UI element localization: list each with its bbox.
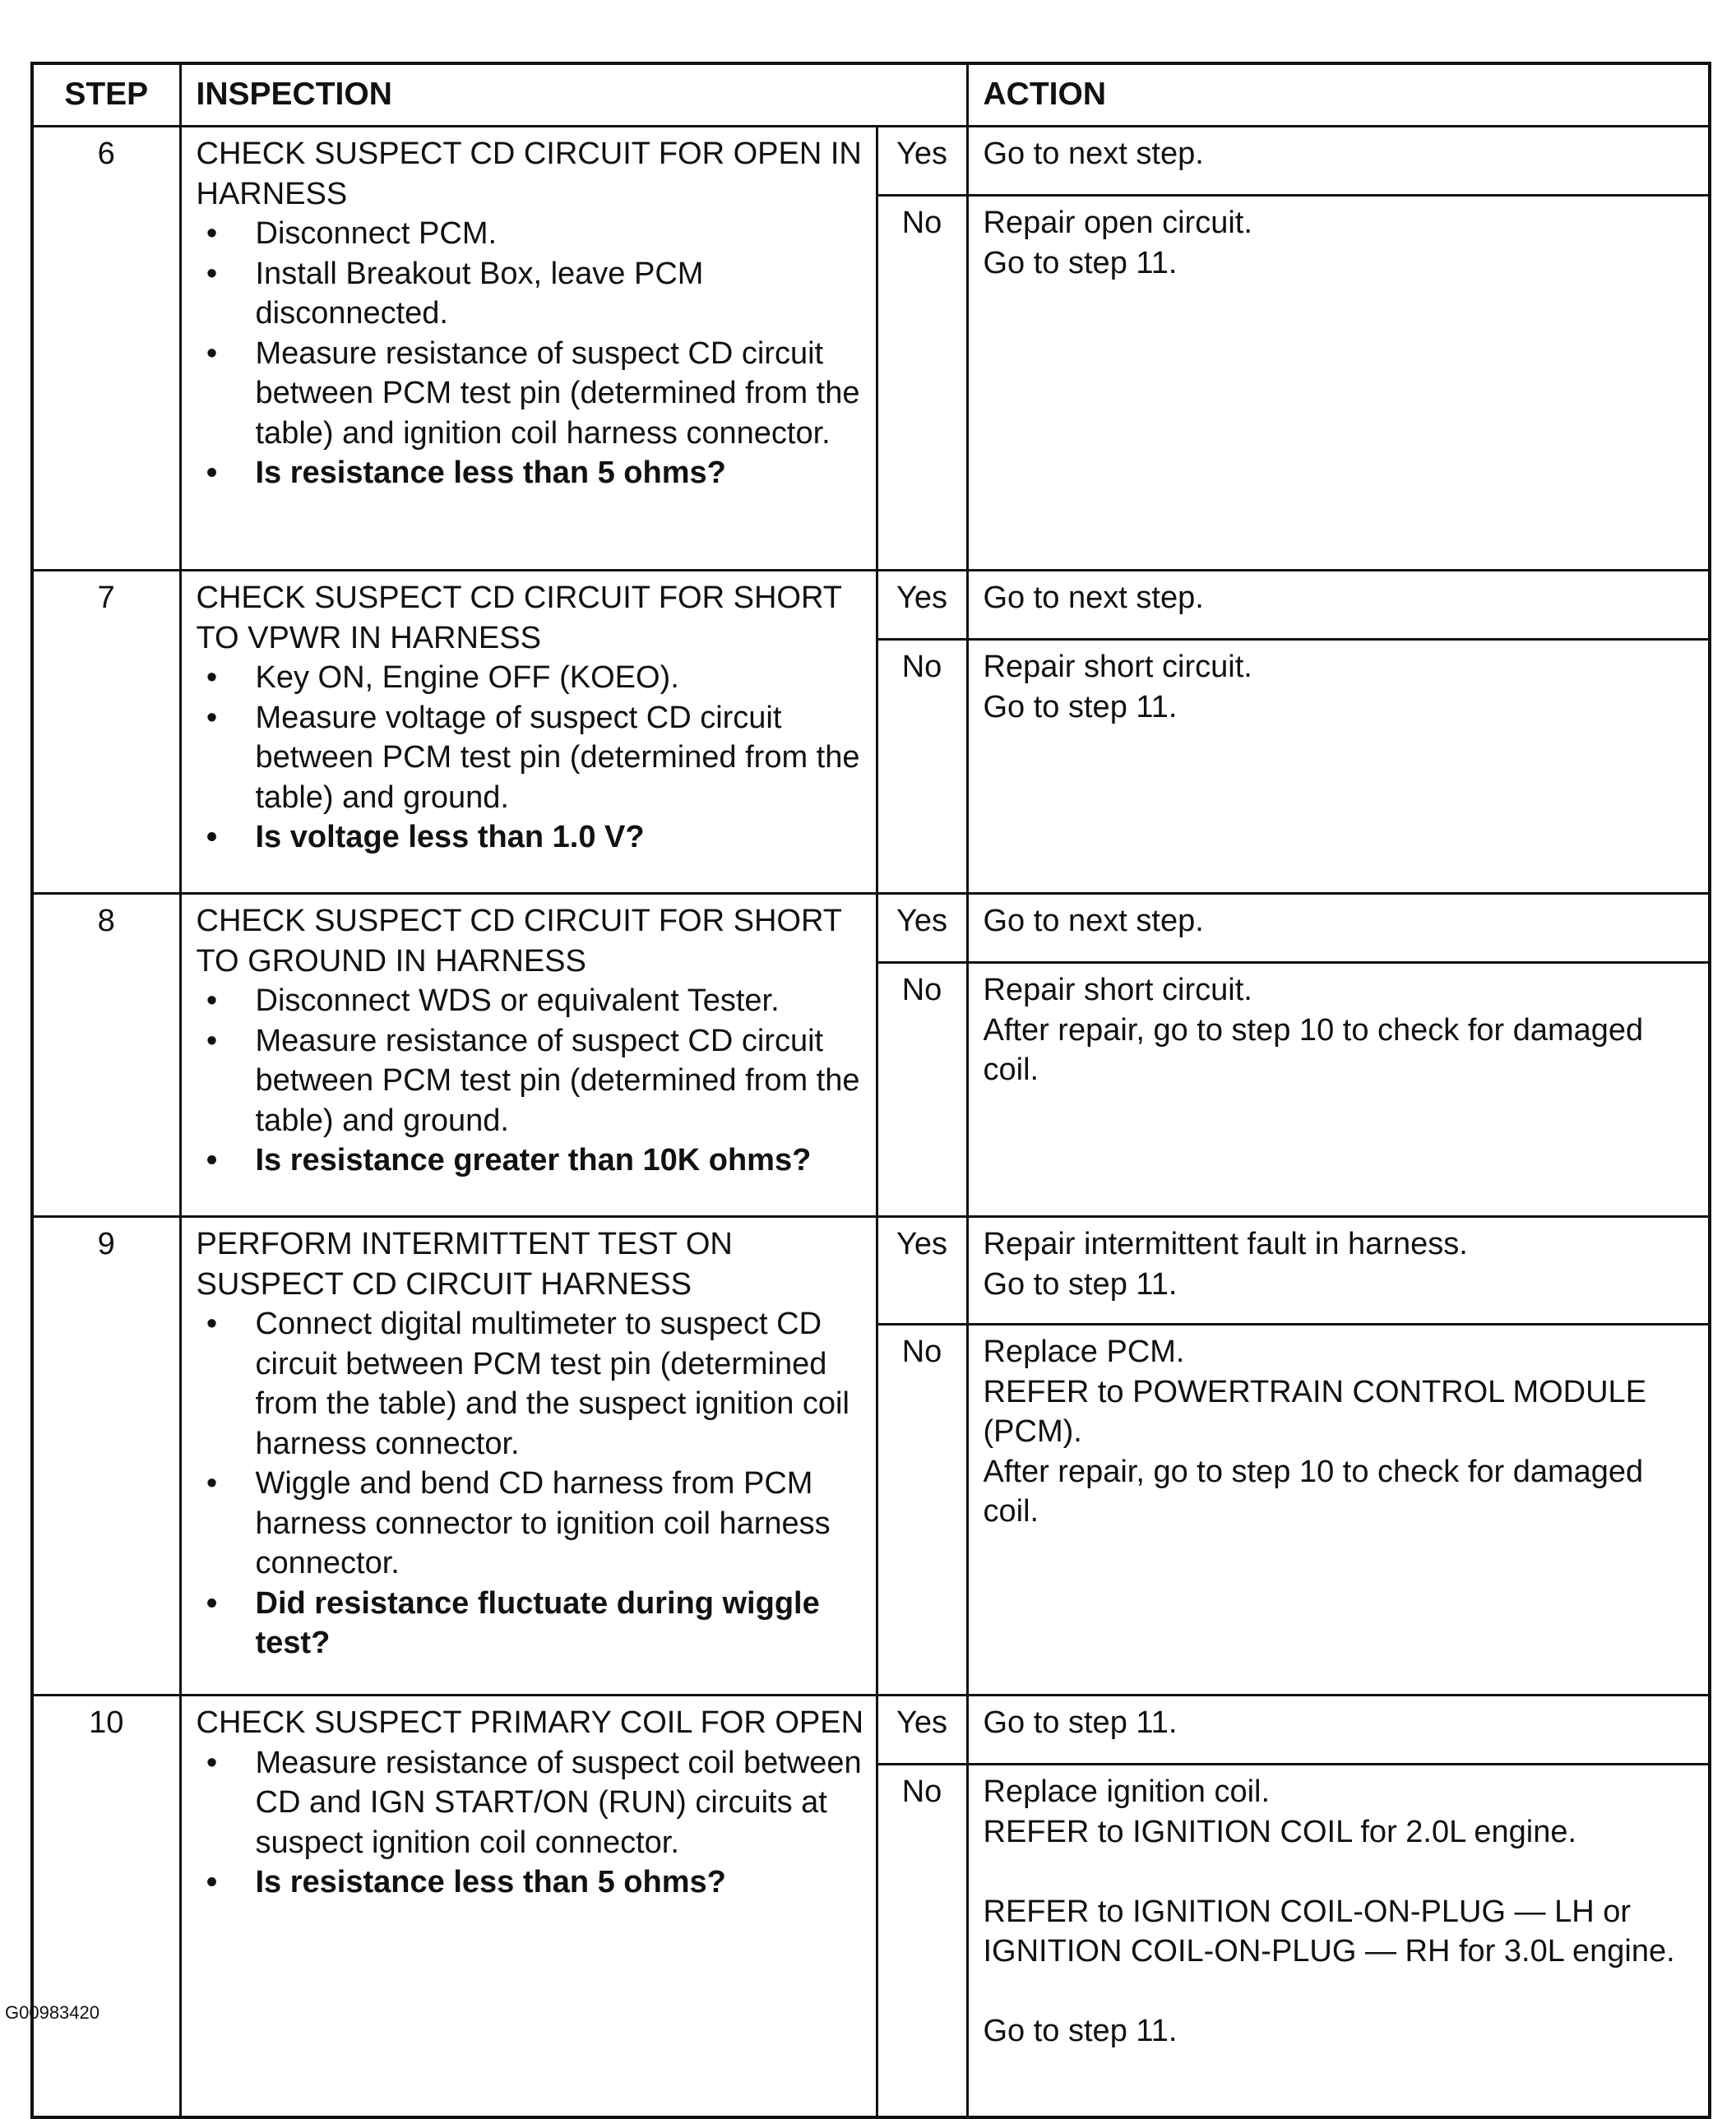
inspection-steps bbox=[197, 658, 868, 858]
action-line: Repair short circuit. bbox=[983, 973, 1252, 1007]
bullet-icon: • bbox=[206, 1585, 218, 1621]
table-row bbox=[32, 571, 1710, 640]
inspection-title: CHECK SUSPECT CD CIRCUIT FOR OPEN IN HARNESS bbox=[196, 136, 862, 211]
table-row bbox=[32, 1696, 1710, 1765]
bullet-icon: • bbox=[206, 660, 218, 695]
inspection-step-text: Connect digital multimeter to suspect CD circuit between PCM test pin (determined from the table) and the suspect ignition coil harness connector. bbox=[255, 1307, 849, 1461]
diagnostic-table bbox=[30, 62, 1711, 2119]
header-inspection: INSPECTION bbox=[180, 63, 967, 127]
action-line: Go to next step. bbox=[983, 581, 1204, 615]
action-line: Go to step 11. bbox=[983, 2014, 1178, 2048]
action-line: Go to step 11. bbox=[983, 689, 1178, 724]
inspection-question-text: Did resistance fluctuate during wiggle test? bbox=[255, 1585, 820, 1660]
inspection-step bbox=[197, 658, 868, 698]
inspection-title: PERFORM INTERMITTENT TEST ON SUSPECT CD CIRCUIT HARNESS bbox=[196, 1227, 733, 1302]
yes-label: Yes bbox=[877, 1696, 967, 1765]
action-line bbox=[984, 1852, 1702, 1892]
yes-label: Yes bbox=[877, 571, 967, 640]
inspection-cell bbox=[180, 1217, 877, 1696]
yes-action bbox=[967, 571, 1710, 640]
inspection-step bbox=[197, 698, 868, 818]
bullet-icon: • bbox=[206, 335, 218, 371]
no-label: No bbox=[877, 196, 967, 571]
inspection-steps bbox=[197, 1743, 868, 1903]
inspection-step bbox=[197, 214, 868, 254]
action-line: Replace ignition coil. bbox=[983, 1774, 1271, 1809]
no-action bbox=[967, 196, 1710, 571]
action-line: Go to step 11. bbox=[983, 245, 1178, 280]
bullet-icon: • bbox=[206, 1307, 218, 1341]
inspection-step bbox=[197, 1743, 868, 1863]
no-label: No bbox=[877, 963, 967, 1217]
action-line: REFER to IGNITION COIL for 2.0L engine. bbox=[983, 1814, 1577, 1849]
header-row bbox=[32, 63, 1710, 127]
action-line: Repair open circuit. bbox=[983, 206, 1252, 240]
yes-action bbox=[967, 894, 1710, 963]
inspection-question-text: Is resistance greater than 10K ohms? bbox=[255, 1143, 812, 1177]
bullet-icon: • bbox=[206, 983, 218, 1018]
no-label: No bbox=[877, 640, 967, 894]
inspection-cell bbox=[180, 571, 877, 894]
step-number: 8 bbox=[32, 894, 180, 1217]
table-row bbox=[32, 127, 1710, 196]
inspection-step bbox=[197, 254, 868, 334]
inspection-title: CHECK SUSPECT PRIMARY COIL FOR OPEN bbox=[196, 1705, 864, 1740]
yes-label: Yes bbox=[877, 894, 967, 963]
no-action bbox=[967, 1325, 1710, 1696]
inspection-step-text: Measure voltage of suspect CD circuit between PCM test pin (determined from the table) and ground. bbox=[255, 700, 860, 815]
action-line: Repair intermittent fault in harness. bbox=[983, 1227, 1468, 1261]
action-line: Go to next step. bbox=[983, 904, 1204, 938]
inspection-step-text: Wiggle and bend CD harness from PCM harness connector to ignition coil harness connector. bbox=[255, 1466, 831, 1580]
inspection-step bbox=[197, 981, 868, 1021]
inspection-question bbox=[197, 1584, 868, 1663]
action-line: After repair, go to step 10 to check for damaged coil. bbox=[983, 1454, 1644, 1529]
action-line: Go to step 11. bbox=[983, 1266, 1178, 1302]
inspection-step bbox=[197, 1304, 868, 1464]
action-line bbox=[984, 1972, 1702, 2012]
action-line: Go to next step. bbox=[983, 136, 1204, 171]
inspection-question bbox=[197, 1140, 868, 1181]
yes-label: Yes bbox=[877, 1217, 967, 1325]
no-action bbox=[967, 640, 1710, 894]
inspection-step bbox=[197, 334, 868, 454]
step-number: 6 bbox=[32, 127, 180, 571]
header-step: STEP bbox=[32, 63, 180, 127]
yes-label: Yes bbox=[877, 127, 967, 196]
inspection-step-text: Measure resistance of suspect CD circuit between PCM test pin (determined from the table) and ignition coil harness connector. bbox=[255, 335, 860, 451]
inspection-question bbox=[197, 453, 868, 493]
inspection-step-text: Measure resistance of suspect coil between CD and IGN START/ON (RUN) circuits at suspect ignition coil connector. bbox=[255, 1745, 862, 1860]
inspection-title: CHECK SUSPECT CD CIRCUIT FOR SHORT TO VPWR IN HARNESS bbox=[196, 581, 842, 655]
inspection-cell bbox=[180, 894, 877, 1217]
bullet-icon: • bbox=[206, 456, 218, 490]
inspection-question-text: Is resistance less than 5 ohms? bbox=[255, 1865, 726, 1899]
inspection-steps bbox=[197, 981, 868, 1181]
no-label: No bbox=[877, 1765, 967, 2118]
action-line: REFER to IGNITION COIL-ON-PLUG — LH or IGNITION COIL-ON-PLUG — RH for 3.0L engine. bbox=[983, 1894, 1675, 1969]
action-line: Go to step 11. bbox=[983, 1705, 1178, 1740]
action-line: After repair, go to step 10 to check for damaged coil. bbox=[983, 1012, 1644, 1087]
inspection-steps bbox=[197, 214, 868, 493]
header-action: ACTION bbox=[967, 63, 1710, 127]
yes-action bbox=[967, 127, 1710, 196]
inspection-step-text: Measure resistance of suspect CD circuit between PCM test pin (determined from the table) and ground. bbox=[255, 1023, 860, 1138]
inspection-question bbox=[197, 1862, 868, 1903]
inspection-cell bbox=[180, 127, 877, 571]
action-line: REFER to POWERTRAIN CONTROL MODULE (PCM). bbox=[983, 1374, 1647, 1449]
inspection-step bbox=[197, 1464, 868, 1584]
step-number: 9 bbox=[32, 1217, 180, 1696]
inspection-step-text: Disconnect PCM. bbox=[255, 216, 498, 251]
bullet-icon: • bbox=[206, 1143, 218, 1177]
bullet-icon: • bbox=[206, 1466, 218, 1501]
inspection-steps bbox=[197, 1304, 868, 1663]
inspection-step-text: Key ON, Engine OFF (KOEO). bbox=[255, 660, 679, 695]
bullet-icon: • bbox=[206, 216, 218, 251]
inspection-step-text: Disconnect WDS or equivalent Tester. bbox=[255, 983, 780, 1018]
yes-action bbox=[967, 1217, 1710, 1325]
no-action bbox=[967, 1765, 1710, 2118]
no-label: No bbox=[877, 1325, 967, 1696]
inspection-step-text: Install Breakout Box, leave PCM disconnected. bbox=[255, 256, 704, 331]
inspection-title: CHECK SUSPECT CD CIRCUIT FOR SHORT TO GROUND IN HARNESS bbox=[196, 904, 842, 979]
bullet-icon: • bbox=[206, 256, 218, 291]
no-action bbox=[967, 963, 1710, 1217]
inspection-question bbox=[197, 817, 868, 858]
bullet-icon: • bbox=[206, 1865, 218, 1899]
bullet-icon: • bbox=[206, 1745, 218, 1780]
table-body bbox=[32, 127, 1710, 2118]
bullet-icon: • bbox=[206, 700, 218, 735]
step-number: 10 bbox=[32, 1696, 180, 2118]
inspection-cell bbox=[180, 1696, 877, 2118]
inspection-step bbox=[197, 1021, 868, 1141]
table-row bbox=[32, 894, 1710, 963]
figure-id: G00983420 bbox=[5, 2002, 100, 2023]
yes-action bbox=[967, 1696, 1710, 1765]
bullet-icon: • bbox=[206, 820, 218, 854]
inspection-question-text: Is resistance less than 5 ohms? bbox=[255, 456, 726, 490]
action-line: Repair short circuit. bbox=[983, 650, 1252, 684]
table-row bbox=[32, 1217, 1710, 1325]
inspection-question-text: Is voltage less than 1.0 V? bbox=[255, 820, 645, 854]
bullet-icon: • bbox=[206, 1023, 218, 1058]
action-line: Replace PCM. bbox=[983, 1335, 1185, 1369]
step-number: 7 bbox=[32, 571, 180, 894]
